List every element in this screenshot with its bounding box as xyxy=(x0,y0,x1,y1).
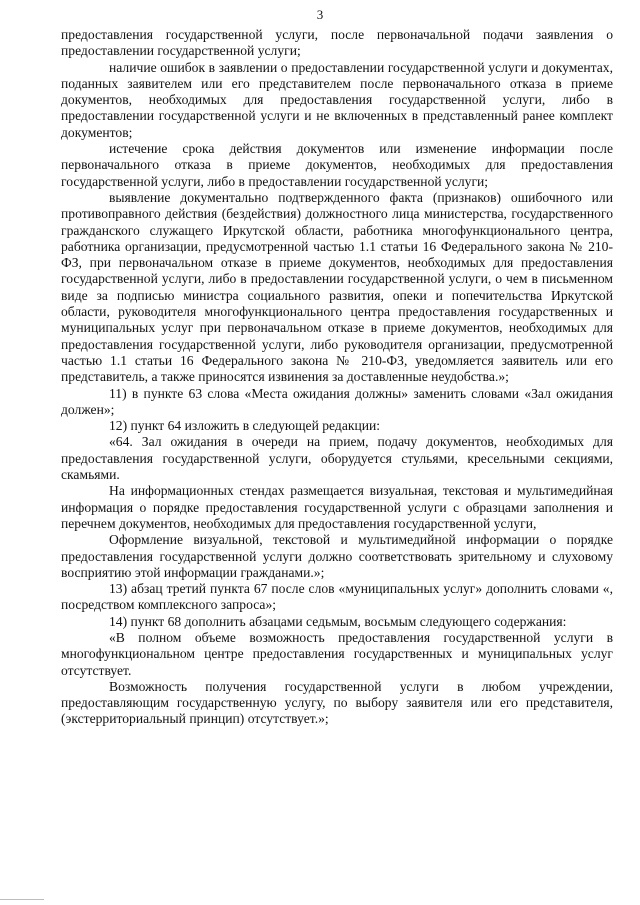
paragraph-document-expiry: истечение срока действия документов или изменение информации после первоначального отказа в приеме документов, необходимых для предоставления государственной услуги, либо в предоставлении государственной услуги; xyxy=(61,141,613,189)
paragraph-extraterritorial: Возможность получения государственной услуги в любом учреждении, предоставляющим государственную услугу, по выбору заявителя или его представителя, (экстерриториальный принцип) отсутствует.»; xyxy=(61,678,613,727)
paragraph-info-stands: На информационных стендах размещается визуальная, текстовая и мультимедийная информация о порядке предоставления государственной услуги с образцами заполнения и перечнем документов, необходимых для предоставления государственной услуги, xyxy=(61,483,613,531)
paragraph-item-11: 11) в пункте 63 слова «Места ожидания должны» заменить словами «Зал ожидания должен»; xyxy=(61,385,613,417)
paragraph-continuation: предоставления государственной услуги, после первоначальной подачи заявления о предоставлении государственной услуги; xyxy=(61,27,613,59)
paragraph-item-13: 13) абзац третий пункта 67 после слов «муниципальных услуг» дополнить словами «, посредством комплексного запроса»; xyxy=(61,581,613,613)
page-number: 3 xyxy=(316,7,324,22)
paragraph-point-64: «64. Зал ожидания в очереди на прием, подачу документов, необходимых для предоставления государственной услуги, оборудуется стульями, кресельными секциями, скамьями. xyxy=(61,434,613,483)
paragraph-visual-design: Оформление визуальной, текстовой и мультимедийной информации о порядке предоставления государственной услуги должно соответствовать зрительному и слуховому восприятию этой информации гражданами.»; xyxy=(61,532,613,580)
paragraph-errors-in-application: наличие ошибок в заявлении о предоставлении государственной услуги и документах, поданных заявителем или его представителем после первоначального отказа в приеме документов, необходимых для предоставления государственной услуги, либо в предоставлении государственной услуги и не включенных в представленный ранее комплект документов; xyxy=(61,59,613,140)
paragraph-erroneous-action: выявление документально подтвержденного факта (признаков) ошибочного или противоправного действия (бездействия) должностного лица министерства, государственного гражданского служащего Иркутской области, работника многофункционального центра, работника организации, предусмотренной частью 1.1 статьи 16 Федерального закона № 210-ФЗ, при первоначальном отказе в приеме документов, необходимых для предоставления государственной услуги, либо в предоставлении государственной услуги, о чем в письменном виде за подписью министра социального развития, опеки и попечительства Иркутской области, руководителя многофункционального центра предоставления государственных и муниципальных услуг при первоначальном отказе в приеме документов, необходимых для предоставления государственной услуги, либо руководителя организации, предусмотренной частью 1.1 статьи 16 Федерального закона № 210-ФЗ, уведомляется заявитель или его представитель, а также приносятся извинения за доставленные неудобства.»; xyxy=(61,189,613,385)
footer-divider xyxy=(0,899,44,900)
paragraph-item-12: 12) пункт 64 изложить в следующей редакции: xyxy=(109,418,381,434)
paragraph-item-14: 14) пункт 68 дополнить абзацами седьмым, восьмым следующего содержания: xyxy=(109,613,567,629)
paragraph-mfc-availability: «В полном объеме возможность предоставления государственной услуги в многофункциональном центре предоставления государственных и муниципальных услуг отсутствует. xyxy=(61,629,613,678)
document-body xyxy=(61,27,613,728)
